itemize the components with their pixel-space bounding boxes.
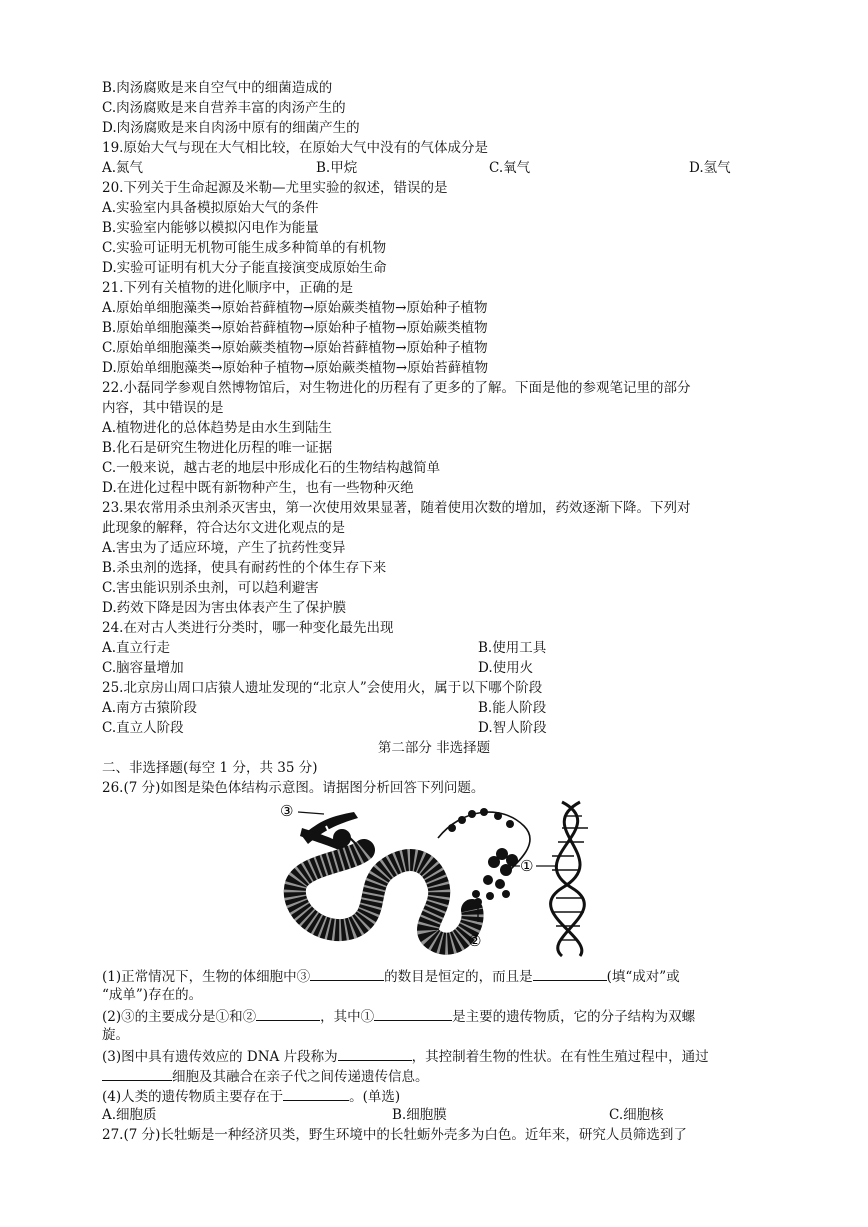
q23-option-a: A.害虫为了适应环境，产生了抗药性变异 <box>102 540 346 556</box>
q25-stem: 25.北京房山周口店猿人遗址发现的“北京人”会使用火，属于以下哪个阶段 <box>102 680 543 696</box>
q23-stem: 23.果农常用杀虫剂杀灭害虫，第一次使用效果显著，随着使用次数的增加，药效逐渐下降。下列对 <box>102 500 691 516</box>
answer-blank[interactable] <box>256 1006 320 1021</box>
q19-option-d: D.氢气 <box>689 160 731 176</box>
answer-blank[interactable] <box>310 966 384 981</box>
answer-blank[interactable] <box>338 1046 412 1061</box>
q26-4-option-c: C.细胞核 <box>609 1107 664 1123</box>
q19-option-b: B.甲烷 <box>316 160 358 176</box>
q25-option-d: D.智人阶段 <box>478 720 547 736</box>
q21-option-c: C.原始单细胞藻类→原始蕨类植物→原始苔藓植物→原始种子植物 <box>102 340 488 356</box>
q26-part4: (4)人类的遗传物质主要存在于 。(单选) <box>102 1086 400 1106</box>
q25-option-b: B.能人阶段 <box>478 700 547 716</box>
chromosome-diagram <box>262 798 622 958</box>
q26-part3: (3)图中具有遗传效应的 DNA 片段称为 ，其控制着生物的性状。在有性生殖过程中，通过 <box>102 1046 709 1066</box>
q20-option-d: D.实验可证明有机大分子能直接演变成原始生命 <box>102 260 387 276</box>
q24-option-d: D.使用火 <box>478 660 534 676</box>
q24-option-c: C.脑容量增加 <box>102 660 184 676</box>
figure-label-3: ③ <box>280 802 294 820</box>
answer-blank[interactable] <box>283 1086 349 1101</box>
q18-option-c: C.肉汤腐败是来自营养丰富的肉汤产生的 <box>102 100 346 116</box>
q26-4-option-b: B.细胞膜 <box>392 1107 447 1123</box>
q18-option-b: B.肉汤腐败是来自空气中的细菌造成的 <box>102 80 333 96</box>
q26-stem: 26.(7 分)如图是染色体结构示意图。请据图分析回答下列问题。 <box>102 780 485 796</box>
chromatin-coil-icon <box>295 850 473 944</box>
q22-option-a: A.植物进化的总体趋势是由水生到陆生 <box>102 420 333 436</box>
q26-part1: (1)正常情况下，生物的体细胞中③ 的数目是恒定的，而且是 (填“成对”或 <box>102 966 680 986</box>
section-heading: 二、非选择题(每空 1 分，共 35 分) <box>102 760 318 776</box>
answer-blank[interactable] <box>102 1066 172 1081</box>
q19-option-c: C.氧气 <box>489 160 531 176</box>
q20-option-c: C.实验可证明无机物可能生成多种简单的有机物 <box>102 240 387 256</box>
q25-option-a: A.南方古猿阶段 <box>102 700 198 716</box>
figure-label-1: ① <box>520 857 534 875</box>
q26-part1-cont: “成单”)存在的。 <box>102 987 203 1003</box>
q21-stem: 21.下列有关植物的进化顺序中，正确的是 <box>102 280 353 296</box>
nucleosome-fiber-icon <box>438 808 530 922</box>
section-title: 第二部分 非选择题 <box>377 740 491 756</box>
figure-label-2: ② <box>468 932 482 950</box>
q26-part3-cont: 细胞及其融合在亲子代之间传递遗传信息。 <box>102 1066 429 1086</box>
q18-option-d: D.肉汤腐败是来自肉汤中原有的细菌产生的 <box>102 120 360 136</box>
q22-option-c: C.一般来说，越古老的地层中形成化石的生物结构越简单 <box>102 460 441 476</box>
q22-stem: 22.小磊同学参观自然博物馆后，对生物进化的历程有了更多的了解。下面是他的参观笔记里的部分 <box>102 380 691 396</box>
q23-option-d: D.药效下降是因为害虫体表产生了保护膜 <box>102 600 347 616</box>
q20-option-a: A.实验室内具备模拟原始大气的条件 <box>102 200 319 216</box>
dna-helix-icon <box>551 802 588 956</box>
q21-option-b: B.原始单细胞藻类→原始苔藓植物→原始种子植物→原始蕨类植物 <box>102 320 488 336</box>
q26-part2-cont: 旋。 <box>102 1027 129 1043</box>
q24-option-a: A.直立行走 <box>102 640 171 656</box>
q23-option-c: C.害虫能识别杀虫剂，可以趋利避害 <box>102 580 319 596</box>
q21-option-d: D.原始单细胞藻类→原始种子植物→原始蕨类植物→原始苔藓植物 <box>102 360 489 376</box>
q25-option-c: C.直立人阶段 <box>102 720 184 736</box>
q22-option-d: D.在进化过程中既有新物种产生，也有一些物种灭绝 <box>102 480 414 496</box>
q27-stem: 27.(7 分)长牡蛎是一种经济贝类，野生环境中的长牡蛎外壳多为白色。近年来，研究人员筛选到了 <box>102 1127 687 1143</box>
q24-option-b: B.使用工具 <box>478 640 547 656</box>
q23-stem-cont: 此现象的解释，符合达尔文进化观点的是 <box>102 520 345 536</box>
q24-stem: 24.在对古人类进行分类时，哪一种变化最先出现 <box>102 620 394 636</box>
q22-stem-cont: 内容，其中错误的是 <box>102 400 224 416</box>
q26-4-option-a: A.细胞质 <box>102 1107 157 1123</box>
q26-part2: (2)③的主要成分是①和② ，其中① 是主要的遗传物质，它的分子结构为双螺 <box>102 1006 695 1026</box>
answer-blank[interactable] <box>374 1006 452 1021</box>
q19-option-a: A.氮气 <box>102 160 144 176</box>
q20-option-b: B.实验室内能够以模拟闪电作为能量 <box>102 220 319 236</box>
q20-stem: 20.下列关于生命起源及米勒—尤里实验的叙述，错误的是 <box>102 180 448 196</box>
q21-option-a: A.原始单细胞藻类→原始苔藓植物→原始蕨类植物→原始种子植物 <box>102 300 488 316</box>
answer-blank[interactable] <box>533 966 607 981</box>
q22-option-b: B.化石是研究生物进化历程的唯一证据 <box>102 440 333 456</box>
q23-option-b: B.杀虫剂的选择，使具有耐药性的个体生存下来 <box>102 560 387 576</box>
q19-stem: 19.原始大气与现在大气相比较，在原始大气中没有的气体成分是 <box>102 140 488 156</box>
